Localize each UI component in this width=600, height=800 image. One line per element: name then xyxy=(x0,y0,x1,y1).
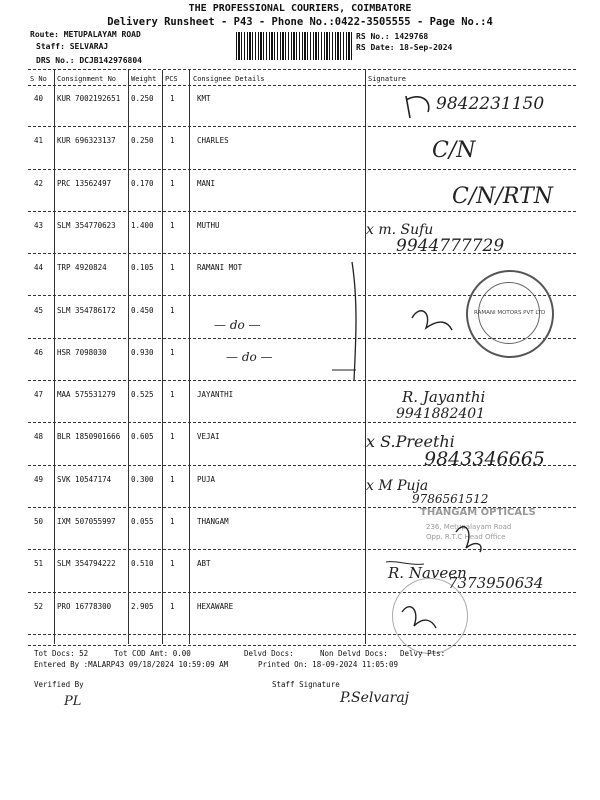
row-pcs: 1 xyxy=(170,432,175,442)
row-consignment-no: SVK 10547174 xyxy=(57,474,112,484)
thangam-stamp-addr2: Opp. R.T.C Head Office xyxy=(426,533,506,541)
col-header-sno: S No xyxy=(30,75,47,83)
handwritten-ditto-45: — do — xyxy=(214,318,261,332)
row-weight: 0.525 xyxy=(131,390,154,400)
company-name: THE PROFESSIONAL COURIERS, COIMBATORE xyxy=(188,3,412,14)
row-weight: 0.300 xyxy=(131,474,154,484)
row-weight: 1.400 xyxy=(131,220,154,230)
row-consignee: MUTHU xyxy=(197,220,220,230)
entered-by: Entered By :MALARP43 09/18/2024 10:59:09 AM xyxy=(34,660,229,669)
non-delivered-docs: Non Delvd Docs: xyxy=(320,649,388,658)
row-pcs: 1 xyxy=(170,263,175,273)
row-consignment-no: KUR 696323137 xyxy=(57,136,116,146)
footer-divider xyxy=(28,645,576,646)
row-consignee: KMT xyxy=(197,94,211,103)
row-sno: 43 xyxy=(34,220,44,230)
row-divider xyxy=(28,169,576,170)
row-consignment-no: PRO 16778300 xyxy=(57,601,112,611)
table-row xyxy=(0,467,600,507)
handwritten-phone-40: 9842231150 xyxy=(436,94,545,114)
row-pcs: 1 xyxy=(170,136,175,146)
barcode xyxy=(236,32,353,60)
handwritten-name-49: x M Puja xyxy=(366,478,429,494)
row-consignment-no: KUR 7002192651 xyxy=(57,94,121,103)
row-divider xyxy=(28,634,576,635)
row-divider xyxy=(28,126,576,127)
row-sno: 50 xyxy=(34,517,44,526)
col-header-pcs: PCS xyxy=(165,75,178,83)
row-weight: 0.930 xyxy=(131,347,154,357)
handwritten-cn-41: C/N xyxy=(432,138,476,163)
row-divider xyxy=(28,380,576,381)
row-sno: 47 xyxy=(34,390,44,400)
row-divider xyxy=(28,211,576,212)
verified-handwritten-signature: PL xyxy=(64,694,82,709)
table-row xyxy=(0,128,600,168)
handwritten-name-47: R. Jayanthi xyxy=(402,388,486,406)
row-consignment-no: MAA 575531279 xyxy=(57,390,116,400)
handwritten-phone-47: 9941882401 xyxy=(396,406,486,422)
row-pcs: 1 xyxy=(170,305,175,315)
rs-number: RS No.: 1429768 xyxy=(356,32,429,41)
row-consignment-no: HSR 7098030 xyxy=(57,347,107,357)
row-consignment-no: SLM 354770623 xyxy=(57,220,116,230)
table-row xyxy=(0,382,600,422)
col-header-weight: Weight xyxy=(131,75,157,83)
row-pcs: 1 xyxy=(170,601,175,611)
delivered-docs: Delvd Docs: xyxy=(244,649,294,658)
col-header-consignment: Consignment No xyxy=(57,75,117,83)
row-weight: 0.450 xyxy=(131,305,154,315)
total-docs: Tot Docs: 52 xyxy=(34,649,89,658)
row-pcs: 1 xyxy=(170,347,175,357)
ramani-motors-stamp: RAMANI MOTORS PVT LTD xyxy=(466,270,554,358)
row-divider xyxy=(28,549,576,550)
thangam-stamp-name: THANGAM OPTICALS xyxy=(420,507,536,518)
handwritten-phone-48: 9843346665 xyxy=(424,448,545,470)
row-weight: 0.170 xyxy=(131,178,154,188)
row-pcs: 1 xyxy=(170,559,175,569)
rs-date: RS Date: 18-Sep-2024 xyxy=(356,43,453,52)
handwritten-phone-49: 9786561512 xyxy=(412,492,489,506)
row-consignment-no: IXM 507055997 xyxy=(57,517,116,526)
row-weight: 0.055 xyxy=(131,517,154,526)
row-sno: 46 xyxy=(34,347,44,357)
table-row xyxy=(0,594,600,634)
header-divider-top xyxy=(28,69,576,70)
handwritten-name-48: x S.Preethi xyxy=(366,432,455,451)
row-consignee: JAYANTHI xyxy=(197,390,234,400)
row-sno: 45 xyxy=(34,305,44,315)
handwritten-ditto-46: — do — xyxy=(226,350,273,364)
row-consignee: PUJA xyxy=(197,474,216,484)
col-header-signature: Signature xyxy=(368,75,406,83)
staff-label: Staff: SELVARAJ xyxy=(36,42,109,51)
row-consignee: MANI xyxy=(197,178,216,188)
handwritten-phone-43: 9944777729 xyxy=(396,236,505,256)
row-pcs: 1 xyxy=(170,517,175,526)
row-consignee: HEXAWARE xyxy=(197,601,234,611)
row-sno: 49 xyxy=(34,474,44,484)
drs-number: DRS No.: DCJB142976804 xyxy=(36,56,142,65)
row-consignment-no: SLM 354786172 xyxy=(57,305,116,315)
row-pcs: 1 xyxy=(170,178,175,188)
staff-signature-label: Staff Signature xyxy=(272,680,340,689)
delivery-points: Delvy Pts: xyxy=(400,649,446,658)
row-weight: 0.605 xyxy=(131,432,154,442)
total-cod-amount: Tot COD Amt: 0.00 xyxy=(114,649,191,658)
row-weight: 0.250 xyxy=(131,94,154,103)
row-sno: 42 xyxy=(34,178,44,188)
handwritten-name-51: R. Naveen xyxy=(388,564,467,582)
row-sno: 52 xyxy=(34,601,44,611)
row-consignee: CHARLES xyxy=(197,136,229,146)
route-label: Route: METUPALAYAM ROAD xyxy=(30,30,141,39)
verified-by-label: Verified By xyxy=(34,680,84,689)
row-sno: 44 xyxy=(34,263,44,273)
row-weight: 0.250 xyxy=(131,136,154,146)
row-pcs: 1 xyxy=(170,390,175,400)
row-divider xyxy=(28,422,576,423)
row-pcs: 1 xyxy=(170,94,175,103)
row-consignment-no: SLM 354794222 xyxy=(57,559,116,569)
row-consignment-no: BLR 1850901666 xyxy=(57,432,121,442)
row-consignee: RAMANI MOT xyxy=(197,263,243,273)
row-weight: 0.510 xyxy=(131,559,154,569)
handwritten-name-43: x m. Sufu xyxy=(366,222,434,238)
handwritten-cn-rtn-42: C/N/RTN xyxy=(452,184,554,209)
staff-handwritten-signature: P.Selvaraj xyxy=(340,690,410,706)
row-consignment-no: TRP 4920824 xyxy=(57,263,107,273)
row-sno: 51 xyxy=(34,559,44,569)
row-consignee: THANGAM xyxy=(197,517,229,526)
row-sno: 41 xyxy=(34,136,44,146)
handwritten-phone-51: 7373950634 xyxy=(448,574,544,592)
row-consignment-no: PRC 13562497 xyxy=(57,178,112,188)
row-consignee: ABT xyxy=(197,559,211,569)
row-weight: 2.905 xyxy=(131,601,154,611)
table-row xyxy=(0,213,600,253)
printed-on: Printed On: 18-09-2024 11:05:09 xyxy=(258,660,398,669)
row-weight: 0.105 xyxy=(131,263,154,273)
row-pcs: 1 xyxy=(170,220,175,230)
row-pcs: 1 xyxy=(170,474,175,484)
col-header-consignee: Consignee Details xyxy=(193,75,265,83)
row-sno: 40 xyxy=(34,94,44,103)
thangam-stamp-addr1: 236, Metupalayam Road xyxy=(426,523,512,531)
row-sno: 48 xyxy=(34,432,44,442)
row-consignee: VEJAI xyxy=(197,432,220,442)
runsheet-title: Delivery Runsheet - P43 - Phone No.:0422-3505555 - Page No.:4 xyxy=(107,16,493,28)
